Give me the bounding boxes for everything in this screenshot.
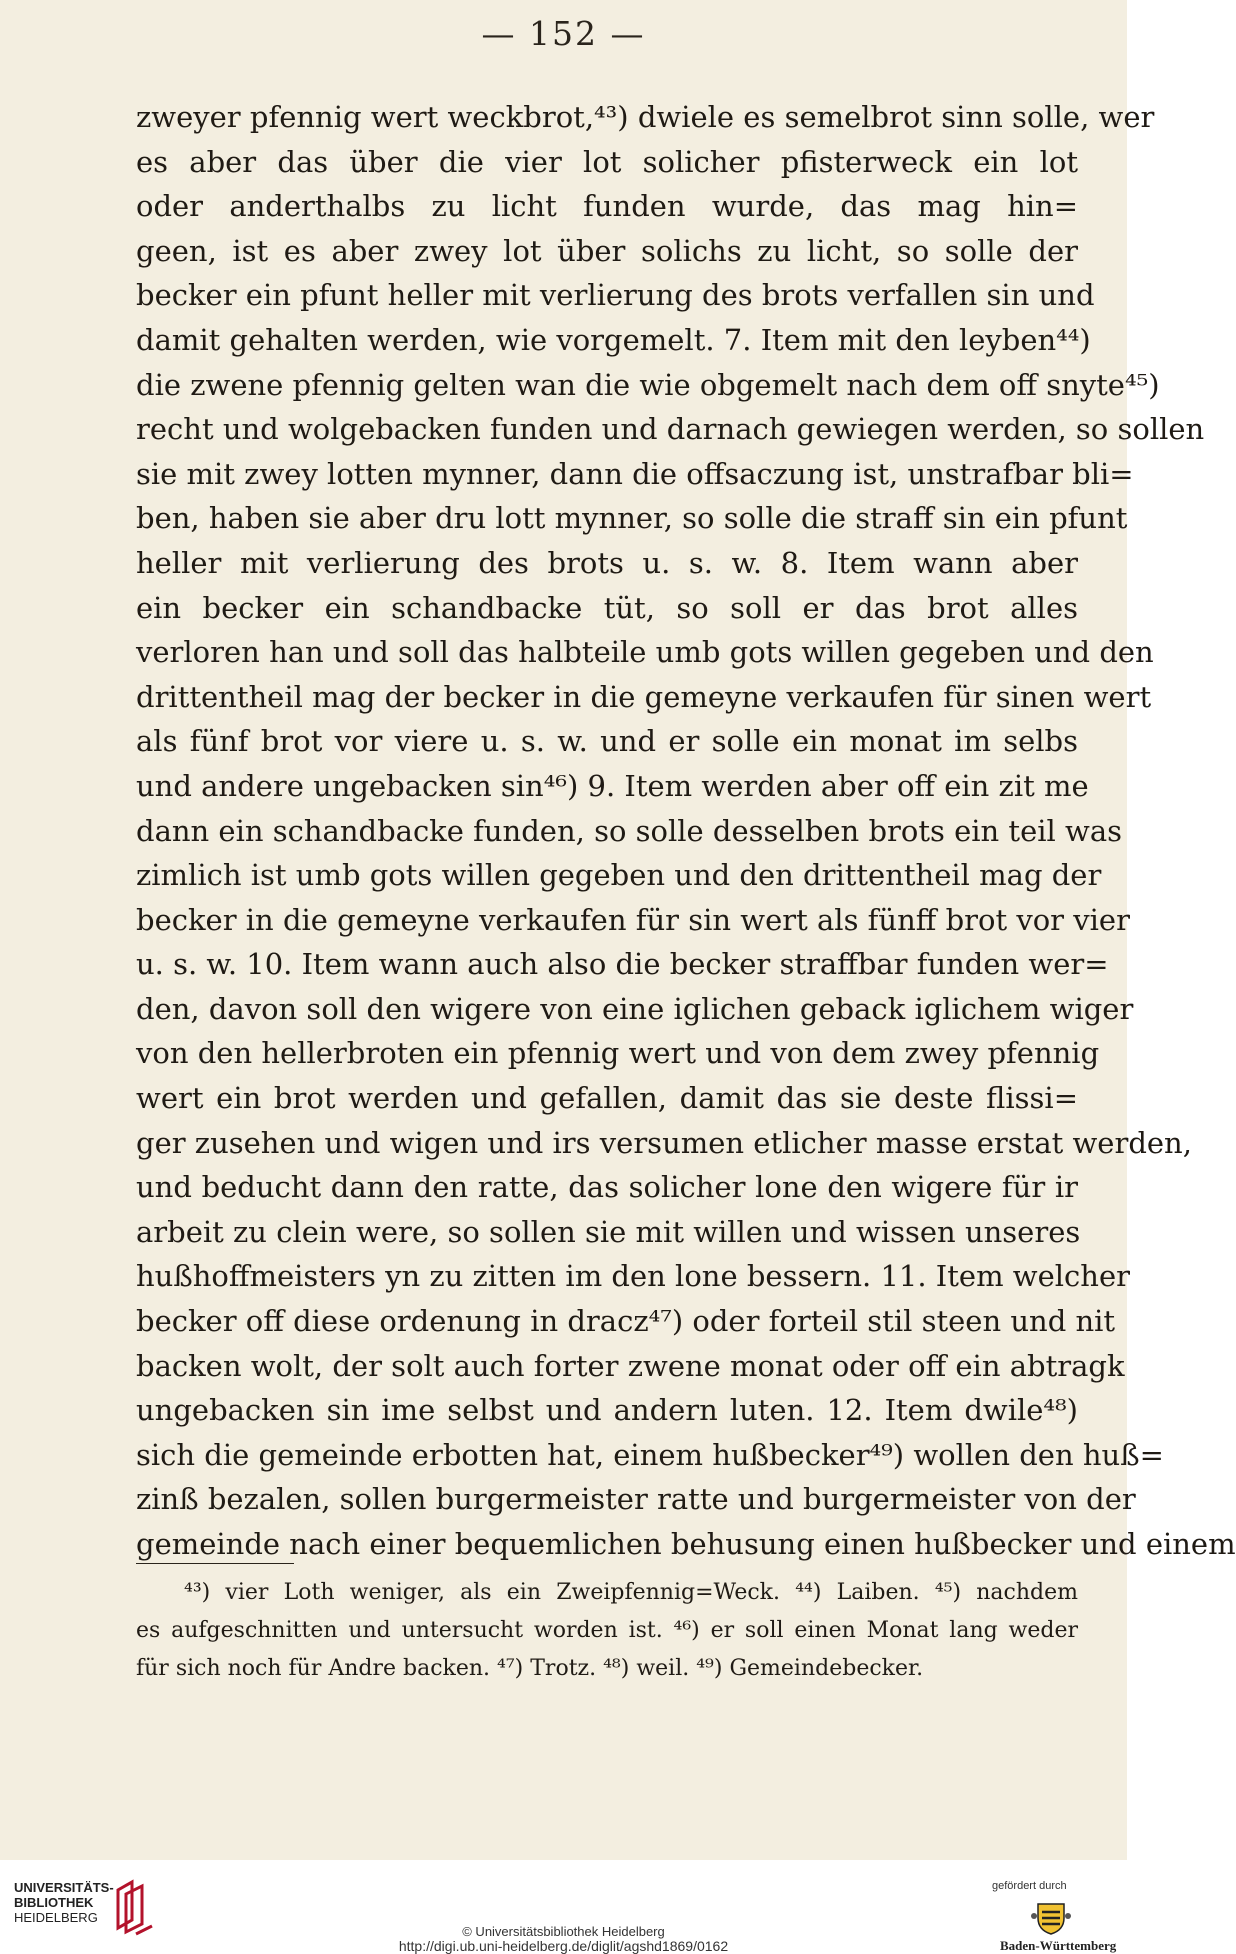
text-line: becker off diese ordenung in dracz⁴⁷) oder forteil stil steen und nit [136, 1304, 1116, 1339]
text-line: drittentheil mag der becker in die gemeyne verkaufen für sinen wert [136, 679, 1152, 714]
text-line: verloren han und soll das halbteile umb gots willen gegeben und den [136, 635, 1154, 670]
logo-line-2: BIBLIOTHEK [14, 1895, 94, 1910]
text-line: die zwene pfennig gelten wan die wie obgemelt nach dem off snyte⁴⁵) [136, 367, 1160, 402]
text-line: dann ein schandbacke funden, so solle desselben brots ein teil was [136, 813, 1122, 848]
text-line: backen wolt, der solt auch forter zwene monat oder off ein abtragk [136, 1348, 1125, 1383]
footnote-line: ⁴³) vier Loth weniger, als ein Zweipfennig=Weck. ⁴⁴) Laiben. ⁴⁵) nachdem [184, 1580, 1078, 1605]
text-line: zinß bezalen, sollen burgermeister ratte und burgermeister von der [136, 1482, 1136, 1517]
sponsor-label: Baden-Württemberg [1000, 1938, 1117, 1953]
footnote-line: für sich noch für Andre backen. ⁴⁷) Trotz. ⁴⁸) weil. ⁴⁹) Gemeindebecker. [136, 1656, 924, 1681]
text-line: hußhoffmeisters yn zu zitten im den lone bessern. 11. Item welcher [136, 1259, 1131, 1294]
footnote-rule [136, 1563, 294, 1564]
text-line: u. s. w. 10. Item wann auch also die becker straffbar funden wer= [136, 947, 1109, 982]
text-line: ger zusehen und wigen und irs versumen etlicher masse erstat werden, [136, 1125, 1192, 1160]
text-line: den, davon soll den wigere von eine iglichen geback iglichem wiger [136, 991, 1134, 1026]
text-line: becker in die gemeyne verkaufen für sin wert als fünff brot vor vier [136, 902, 1130, 937]
page-number: — 152 — [481, 14, 646, 53]
text-line: oder anderthalbs zu licht funden wurde, das mag hin= [136, 189, 1078, 224]
text-line: geen, ist es aber zwey lot über solichs zu licht, so solle der [136, 233, 1078, 268]
text-line: sie mit zwey lotten mynner, dann die offsaczung ist, unstrafbar bli= [136, 456, 1134, 491]
source-url-link[interactable]: http://digi.ub.uni-heidelberg.de/diglit/agshd1869/0162 [398, 1938, 729, 1954]
text-line: zimlich ist umb gots willen gegeben und den drittentheil mag der [136, 858, 1102, 893]
text-line: arbeit zu clein were, so sollen sie mit willen und wissen unseres [136, 1214, 1081, 1249]
text-line: sich die gemeinde erbotten hat, einem hußbecker⁴⁹) wollen den huß= [136, 1437, 1164, 1472]
text-line: becker ein pfunt heller mit verlierung des brots verfallen sin und [136, 278, 1095, 313]
text-line: gemeinde nach einer bequemlichen behusung einen hußbecker und einem [136, 1527, 1236, 1561]
text-line: es aber das über die vier lot solicher pfisterweck ein lot [136, 144, 1078, 179]
body-text [136, 95, 1236, 1567]
text-line: als fünf brot vor viere u. s. w. und er solle ein monat im selbs [136, 724, 1078, 759]
text-line: und andere ungebacken sin⁴⁶) 9. Item werden aber off ein zit me [136, 768, 1089, 803]
text-line: ben, haben sie aber dru lott mynner, so solle die straff sin ein pfunt [136, 501, 1128, 536]
funded-by-label: gefördert durch [992, 1880, 1067, 1892]
logo-line-1: UNIVERSITÄTS- [14, 1880, 114, 1895]
footnote-line: es aufgeschnitten und untersucht worden ist. ⁴⁶) er soll einen Monat lang weder [136, 1618, 1078, 1643]
text-line: ein becker ein schandbacke tüt, so soll er das brot alles [136, 590, 1078, 625]
coat-of-arms-icon [1030, 1900, 1072, 1936]
text-line: recht und wolgebacken funden und darnach gewiegen werden, so sollen [136, 412, 1205, 447]
logo-line-3: HEIDELBERG [14, 1910, 98, 1925]
footer-bar [0, 1860, 1127, 1954]
text-line: von den hellerbroten ein pfennig wert und von dem zwey pfennig [136, 1036, 1100, 1071]
text-line: damit gehalten werden, wie vorgemelt. 7. Item mit den leyben⁴⁴) [136, 322, 1091, 357]
footnotes [136, 1574, 1078, 1688]
copyright-text: © Universitätsbibliothek Heidelberg [462, 1924, 665, 1939]
text-line: wert ein brot werden und gefallen, damit das sie deste flissi= [136, 1081, 1078, 1116]
text-line: heller mit verlierung des brots u. s. w. 8. Item wann aber [136, 545, 1078, 580]
library-logo-text[interactable] [14, 1880, 114, 1925]
text-line: zweyer pfennig wert weckbrot,⁴³) dwiele es semelbrot sinn solle, wer [136, 100, 1155, 134]
text-line: und beducht dann den ratte, das solicher lone den wigere für ir [136, 1170, 1078, 1205]
text-line: ungebacken sin ime selbst und andern luten. 12. Item dwile⁴⁸) [136, 1393, 1078, 1428]
